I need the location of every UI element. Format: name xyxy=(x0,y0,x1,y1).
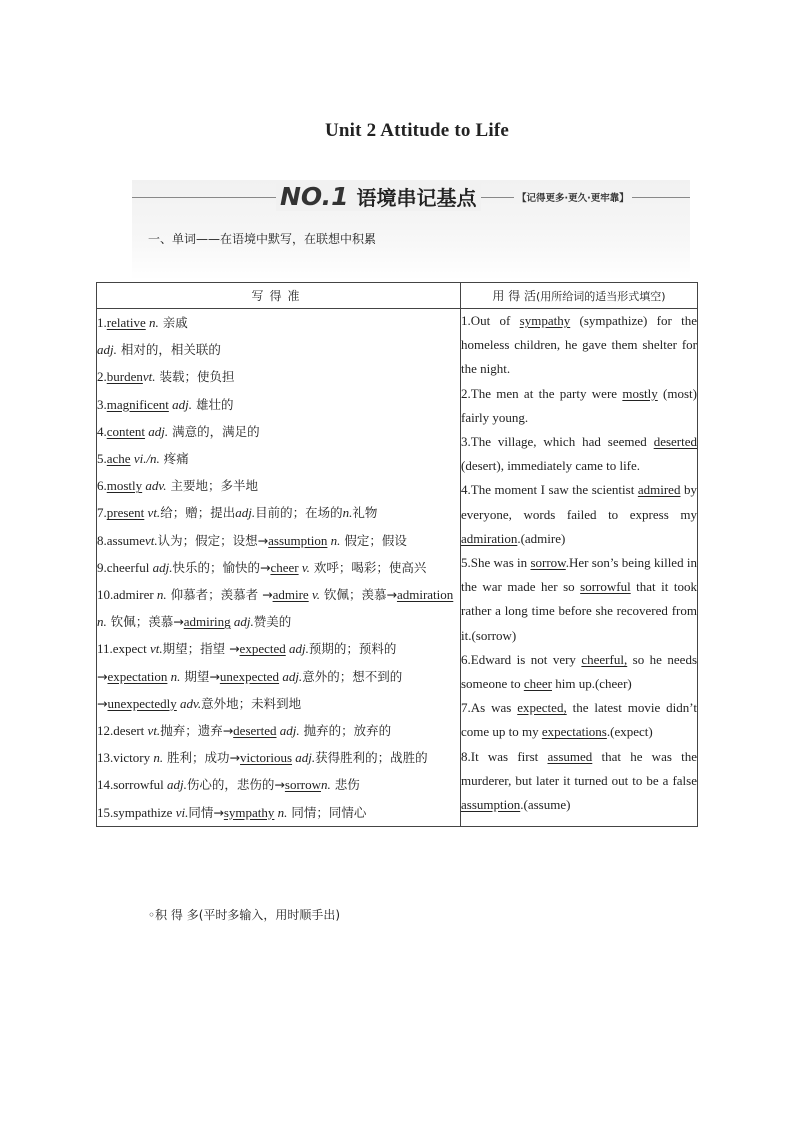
text-run: 期望；指望 → xyxy=(162,641,240,657)
banner-title: 语境串记基点 xyxy=(356,186,477,210)
text-run: 5.She was in xyxy=(461,555,531,571)
text-run: 抛弃；遗弃→ xyxy=(160,723,234,739)
text-run: 8.It was first xyxy=(461,748,548,764)
answer-word: assumption xyxy=(461,797,521,813)
text-run: 1. xyxy=(97,315,107,330)
exercise-sentence xyxy=(461,696,697,744)
part-of-speech: adj. xyxy=(295,750,316,766)
part-of-speech: adv. xyxy=(145,478,167,494)
vocab-entry xyxy=(97,445,460,472)
text-run: .Her son’s being killed in the war made her so xyxy=(461,555,697,595)
page-title: Unit 2 Attitude to Life xyxy=(324,120,510,141)
vocab-entry xyxy=(97,418,460,445)
answer-word: admire xyxy=(272,587,309,603)
exercise-sentence xyxy=(461,745,697,818)
text-run: by everyone, words failed to express my xyxy=(461,482,697,522)
vocab-entry xyxy=(97,472,460,499)
part-of-speech: adj. xyxy=(148,423,169,439)
exercise-cell xyxy=(461,309,698,827)
answer-word: magnificent xyxy=(106,396,169,412)
vocabulary-table xyxy=(96,282,698,827)
answer-word: cheerful, xyxy=(581,651,628,667)
answer-word: admiration xyxy=(461,530,518,546)
part-of-speech: n. xyxy=(148,315,159,330)
answer-word: assumed xyxy=(547,748,593,764)
part-of-speech: vt. xyxy=(147,505,161,521)
part-of-speech: adj. xyxy=(289,641,309,657)
banner-tag: 【记得更多·更久·更牢靠】 xyxy=(514,190,632,204)
answer-word: ache xyxy=(106,451,131,467)
text-run: 3.The village, which had seemed xyxy=(461,434,654,450)
part-of-speech: adj. xyxy=(167,777,187,793)
answer-word: sorrowful xyxy=(580,579,631,595)
answer-word: deserted xyxy=(653,434,697,450)
vocab-entry xyxy=(97,499,460,526)
text-run: 意外地；未料到地 xyxy=(201,695,302,711)
text-run: that it took rather a long time before she recovered from it.(sorrow) xyxy=(461,579,697,643)
answer-word: sorrow xyxy=(530,555,566,571)
answer-word: admiring xyxy=(183,614,231,630)
part-of-speech: adj. xyxy=(172,396,192,412)
answer-word: admiration xyxy=(396,587,454,603)
part-of-speech: vi./n. xyxy=(133,451,160,467)
answer-word: mostly xyxy=(622,385,658,401)
text-run: 快乐的；愉快的→ xyxy=(172,559,271,575)
text-run: 雄壮的 xyxy=(191,396,234,412)
part-of-speech: adj. xyxy=(97,342,117,358)
text-run: 同情；同情心 xyxy=(287,804,367,820)
part-of-speech: adj. xyxy=(233,614,254,630)
answer-word: expected, xyxy=(517,700,567,716)
text-run: 意外的；想不到的→ xyxy=(97,668,403,711)
text-run: 伤心的，悲伤的→ xyxy=(186,777,285,793)
exercise-sentence xyxy=(461,430,697,478)
text-run: him up.(cheer) xyxy=(551,676,632,692)
text-run: 12.desert xyxy=(97,723,148,739)
part-of-speech: vt. xyxy=(147,723,161,739)
vocab-entry xyxy=(97,527,460,554)
text-run: 同情→ xyxy=(188,804,224,820)
answer-word: mostly xyxy=(106,478,143,494)
text-run: so he needs someone to xyxy=(461,651,697,692)
text-run: (sympathize) for the homeless children, he gave them shelter for the night. xyxy=(461,313,697,377)
exercise-sentence xyxy=(461,382,697,430)
text-run: 胜利；成功→ xyxy=(163,750,241,766)
text-run: 6.Edward is not very xyxy=(461,651,582,667)
word-list-cell xyxy=(97,309,461,827)
right-column-header xyxy=(461,283,698,309)
answer-word: admired xyxy=(637,482,681,498)
exercise-sentence xyxy=(461,309,697,382)
vocab-entry xyxy=(97,771,460,798)
answer-word: relative xyxy=(106,315,146,330)
answer-word: unexpectedly xyxy=(107,695,177,711)
text-run: 期望→ xyxy=(180,668,220,684)
part-of-speech: n. xyxy=(170,668,181,684)
text-run: 8.assume xyxy=(97,532,146,548)
text-run: 7.As was xyxy=(461,700,518,716)
text-run: 13.victory xyxy=(97,750,154,766)
banner-heading xyxy=(276,182,481,211)
vocab-entry xyxy=(97,554,460,581)
vocab-entry xyxy=(97,363,460,390)
text-run: 欢呼；喝彩；使高兴 xyxy=(309,559,427,575)
text-run: the latest movie didn’t come up to my xyxy=(461,700,697,740)
part-of-speech: vt. xyxy=(145,532,158,548)
text-run: 15.sympathize xyxy=(97,804,176,820)
answer-word: sympathy xyxy=(519,313,571,328)
part-of-speech: adj. xyxy=(235,505,256,521)
part-of-speech: adj. xyxy=(279,723,300,739)
text-run: 礼物 xyxy=(352,505,378,521)
vocab-entry xyxy=(97,581,460,635)
text-run: 7. xyxy=(97,505,107,521)
part-of-speech: n. xyxy=(321,777,331,793)
text-run: .(assume) xyxy=(520,797,571,813)
answer-word: unexpected xyxy=(219,668,280,684)
text-run: 10.admirer xyxy=(97,587,157,603)
part-of-speech: vt. xyxy=(142,369,156,385)
vocab-entry xyxy=(97,717,460,744)
answer-word: sympathy xyxy=(223,804,275,820)
part-of-speech: v. xyxy=(301,559,310,575)
text-run: 悲伤 xyxy=(330,777,360,793)
text-run: 3. xyxy=(97,396,107,412)
part-of-speech: v. xyxy=(311,587,320,603)
answer-word: cheer xyxy=(270,559,299,575)
part-of-speech: n. xyxy=(97,614,107,630)
text-run: (desert), immediately came to life. xyxy=(461,458,641,474)
part-of-speech: vi. xyxy=(175,804,189,820)
text-run: (most) fairly young. xyxy=(461,385,697,425)
text-run: 相对的，相关联的 xyxy=(116,342,221,358)
text-run: .(expect) xyxy=(606,724,653,740)
right-header-note: (用所给词的适当形式填空) xyxy=(536,290,666,303)
part-of-speech: vt. xyxy=(149,641,163,657)
part-of-speech: adv. xyxy=(180,695,202,711)
part-of-speech: n. xyxy=(277,804,288,820)
text-run: 4. xyxy=(97,423,107,439)
text-run: 获得胜利的；战胜的 xyxy=(315,750,428,766)
answer-word: victorious xyxy=(240,750,293,766)
exercise-sentence xyxy=(461,478,697,551)
table-header-row xyxy=(97,283,698,309)
vocab-entry xyxy=(97,309,460,336)
answer-word: deserted xyxy=(233,723,277,739)
part-of-speech: n. xyxy=(342,505,353,521)
exercise-sentence xyxy=(461,551,697,648)
text-run: 钦佩；羡慕→ xyxy=(106,614,184,630)
text-run: 目前的；在场的 xyxy=(255,505,343,521)
footer-note: ◦积 得 多(平时多输入，用时顺手出) xyxy=(148,908,341,922)
text-run: 6. xyxy=(97,478,107,494)
vocab-entry xyxy=(97,391,460,418)
answer-word: content xyxy=(106,423,146,439)
text-run: 4.The moment I saw the scientist xyxy=(461,482,638,498)
vocab-entry xyxy=(97,336,460,363)
vocab-entry xyxy=(97,799,460,826)
part-of-speech: adj. xyxy=(282,668,303,684)
right-header-main: 用 得 活 xyxy=(492,289,537,303)
text-run: 主要地；多半地 xyxy=(166,478,258,494)
text-run: that he was the murderer, but later it turned out to be a false xyxy=(461,748,697,788)
text-run: 认为；假定；设想→ xyxy=(157,532,269,548)
text-run: 假定；假设 xyxy=(340,532,407,548)
text-run: 11.expect xyxy=(97,641,150,657)
part-of-speech: n. xyxy=(153,750,164,766)
left-column-header: 写得准 xyxy=(97,283,461,309)
text-run: 2.The men at the party were xyxy=(461,385,623,401)
answer-word: expectations xyxy=(541,724,607,740)
text-run: 满意的，满足的 xyxy=(168,423,260,439)
text-run: 装载；使负担 xyxy=(155,369,235,385)
answer-word: expectation xyxy=(107,668,168,684)
text-run: 2. xyxy=(97,369,107,385)
vocab-entry xyxy=(97,635,460,717)
text-run: 赞美的 xyxy=(253,614,292,630)
text-run: 抛弃的；放弃的 xyxy=(299,723,392,739)
text-run: 14.sorrowful xyxy=(97,777,168,793)
answer-word: burden xyxy=(106,369,143,385)
text-run: 仰慕者；羡慕者 → xyxy=(166,587,273,603)
answer-word: expected xyxy=(239,641,286,657)
vocab-entry xyxy=(97,744,460,771)
text-run: 5. xyxy=(97,451,107,467)
text-run: 给；赠；提出 xyxy=(160,505,236,521)
text-run: 疼痛 xyxy=(159,451,189,467)
text-run: 预期的；预料的→ xyxy=(97,641,397,684)
text-run: 亲戚 xyxy=(158,315,188,330)
text-run: 钦佩；羡慕→ xyxy=(320,587,397,603)
part-of-speech: adj. xyxy=(152,559,173,575)
part-of-speech: n. xyxy=(330,532,341,548)
text-run: 1.Out of xyxy=(461,313,520,328)
answer-word: assumption xyxy=(268,532,328,548)
answer-word: cheer xyxy=(523,676,552,692)
exercise-sentence xyxy=(461,648,697,696)
section-heading: 一、单词——在语境中默写，在联想中积累 xyxy=(148,232,377,246)
table-body-row xyxy=(97,309,698,827)
part-of-speech: n. xyxy=(156,587,167,603)
answer-word: present xyxy=(106,505,145,521)
banner-number: NO.1 xyxy=(280,182,349,211)
text-run: .(admire) xyxy=(517,530,566,546)
text-run: 9.cheerful xyxy=(97,559,153,575)
answer-word: sorrow xyxy=(284,777,322,793)
